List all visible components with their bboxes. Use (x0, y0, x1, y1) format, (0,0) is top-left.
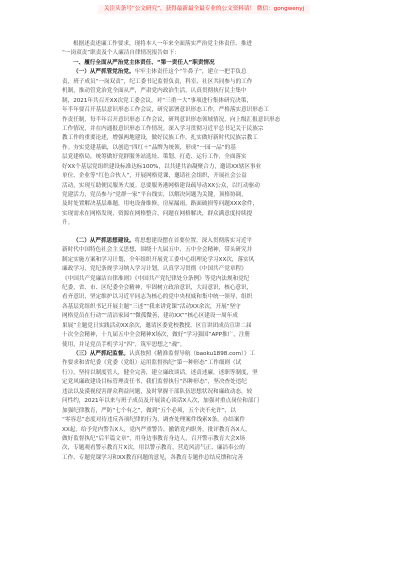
body-line: “零容忍”态度对待违反各项纪律的行为，调查处理案件线索X条，办结案件 (62, 417, 246, 424)
body-line: 好XX个基层党组织建设标准达标100%，以共建共治凝聚合力，邀请XX辖区事业 (62, 163, 262, 170)
body-line: 新时代中国特色社会主义思想，围绕十九届五中、五中全会精神，带头研究并 (62, 247, 253, 254)
part2-first-line (62, 237, 348, 246)
body-line: 制，2021年共召开XX次党工委会议，对“三重一大”事项进行集体研究决策， (62, 97, 252, 104)
body-line: 定党风廉政建设目标管理责任书，我们监督执行“四种形态”，坚决查处违纪 (62, 379, 247, 386)
part2-body (62, 246, 348, 350)
part1-body (62, 78, 348, 229)
body-line: 看齐意识，坚定维护以习近平同志为核心的党中央权威和集中统一领导，组织 (62, 294, 253, 301)
body-line: 单位、企业等“红色合伙人”，开展网格党课，邀请社会组织，开展社会公益 (62, 173, 247, 180)
part2-heading: （二）从严抓思想建设。 (73, 237, 135, 244)
body-line: 责，班子成员“一岗双责”，纪工委书记监督负责，科室、社区共同参与的工作 (62, 78, 253, 85)
body-line: 机制，推动管党治党全面从严，严肃党内政治生活，认真贯彻执行民主集中 (62, 88, 247, 95)
body-line: 行）》，坚持以制度管人，健全完善，建立廉政谈话，述责述廉，述职等制度，坚 (62, 369, 258, 376)
body-line: 网格党员在行动”“清洁家园”“微孤微善，建功XX”“核心区建设一周年成 (62, 313, 238, 320)
part3-body (62, 359, 348, 463)
body-line: 及时处置解决基层难题，用电设备维修，房屋漏雨，路面破损等问题XXX余件， (62, 201, 259, 208)
body-line: 果展”主题党日实践活动XX余次，邀请区委党校教授、区宣讲团成员宣讲二届 (62, 322, 252, 329)
body-line: 工作情况，并在内通报意识形态工作情况。深入学习贯彻习近平总书记关于民族宗 (62, 125, 264, 132)
paragraph-gap (62, 229, 348, 237)
body-line: 活动，实现互助便民服务大厦。总要服务港网格建设疏导动XX公众，以红动驱动 (62, 182, 260, 189)
body-line: 纪委，省、市、区纪委全会精神，牢固树立政治意识，大局意识，核心意识， (62, 284, 253, 291)
body-line: 升。 (62, 220, 74, 227)
body-line: 层党建格局，统筹做好党群服务站选址、策划、打造、运行工作，全面落实 (62, 154, 247, 161)
body-line: 违法以及漠视侵害群众利益问题，及时掌握干部队伍思想状况和廉政动态，较 (62, 388, 253, 395)
part2-first-text: 将思想建设摆在首要位置，深入贯彻落实习近平 (134, 237, 253, 244)
part1-first-text: 牢牢主体责任这个“牛鼻子”，建立一把手负总 (134, 69, 247, 76)
body-line: 教工作的重要论述，增强两地建设，做好民族工作，扎实做好新时代民族宗教工 (62, 135, 258, 142)
intro-line: 根据述责述廉工作要求，现将本人一年来全面落实严治党主体责任、推进 (73, 41, 253, 47)
body-line: 实现需求在网格发现，资源在网格整合，问题在网格解决，群众满意度持续提 (62, 210, 253, 217)
body-line: XX起，给予党内警告X人，党内严重警告，撤销党内职务，批评教育各X人， (62, 426, 251, 433)
body-line: 《中国共产党廉洁自律准则》《中国共产党纪律处分条例》等党内法规和党纪 (62, 275, 250, 282)
document-body (62, 40, 348, 463)
body-line: 次，专题观看警示教育片X次，用以警示教育，营造风清气正、廉洁奉公的 (62, 445, 245, 452)
body-line: 使用，并足党员手机学习“四”，筑牢思想之“魂”。 (62, 341, 186, 348)
body-line: 制定实施方案和学习计划，全年组织开展党工委中心组理论学习XX次，落实风 (62, 256, 255, 263)
intro-line: “一岗双责”职责及个人廉洁自律情况报告如下： (62, 50, 180, 57)
banner-text: 关注头条号“公文研究”，获得最新最全最专业的公文资料请！ 微信：gongwenyj (98, 5, 310, 14)
part3-first-text: 认真按照《精准监督导航（baoku1898.com）》工 (128, 351, 256, 357)
body-line: 党建活力，党员参与“党群一家”平台线实，以解决问题为关键，顶格协调， (62, 192, 247, 198)
body-line: 做好监督执纪“后半篇文章”，用身边事教育身边人，召开警示教育大会X场 (62, 435, 246, 442)
body-line: 廉政学习，党纪条规学习纳入学习计划，认真学习贯彻《中国共产党章程》 (62, 266, 247, 273)
body-line: 作要求和省纪委《党委（党组）运用监督执纪“第一种形态”工作细则（试 (62, 360, 242, 367)
body-line: 作。夯实党建基础，以创造“四红＋”品牌为统领，形成“一园一品”的基 (62, 144, 236, 151)
part3-first-line (62, 350, 348, 359)
part3-heading: （三）从严抓纪监督。 (73, 351, 129, 357)
body-line: 作责任制，每半年召开意识形态工作会议，研判意识形态领域情况，向上级汇报意识形态 (62, 116, 281, 123)
part1-first-line (62, 68, 348, 77)
body-line: 工作、专题党课学习和XX教育问题的意见，各教育专题作总结反馈和完善 (62, 454, 244, 461)
body-line: 问性约，2021年以来与班子成员及开展谈心谈话X人次，加强对重点岗位和部门 (62, 398, 260, 405)
body-line: 年半年要召开基层意识形态工作会议，研究部署意识形态工作，严格落实意识形态工 (62, 107, 269, 114)
body-line: 十次全会精神，十九届五中全会精神X场次，做好“学习强国”APP推广，注册 (62, 332, 251, 339)
top-banner (0, 0, 408, 18)
section-heading: 一、履行全面从严治党主体责任、“第一责任人”职责情况 (73, 59, 215, 66)
body-line: 各基层党组织书记开展主题“三述”“我来讲党课”活动XX余次，开展“坚守 (62, 303, 241, 310)
part1-heading: （一）从严抓管党治党。 (73, 69, 135, 76)
body-line: 加强纪律教育，严防“七个有之”，做到“五个必须，五个决不允许”，以 (62, 407, 236, 414)
